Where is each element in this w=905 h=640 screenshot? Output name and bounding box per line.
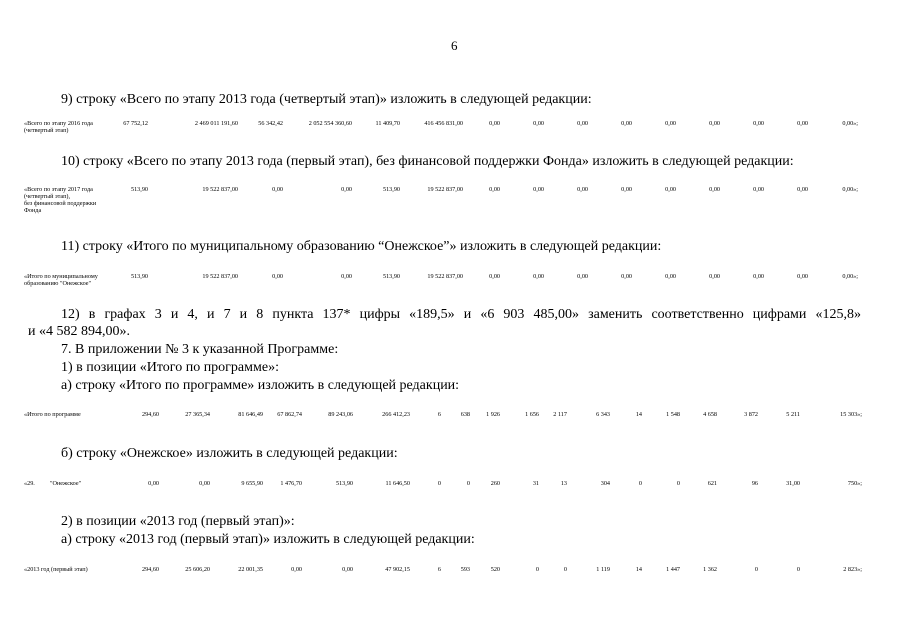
table4-cell: 4 658	[703, 411, 717, 418]
table5-cell: 0	[638, 480, 642, 487]
paragraph-section-7-1: 1) в позиции «Итого по программе»:	[61, 360, 279, 375]
table3-cell: 0,00	[621, 273, 632, 280]
table1-label-line: (четвертый этап)	[24, 127, 69, 134]
table6-cell: 0	[535, 566, 539, 573]
table1-label-line: «Всего по этапу 2016 года	[24, 120, 93, 127]
table3-cell: 0,00	[577, 273, 588, 280]
table2-cell: 0,00	[797, 186, 808, 193]
table5-cell: 31,00	[786, 480, 800, 487]
table1-cell: 2 052 554 360,60	[308, 120, 352, 127]
table6-cell: 0	[796, 566, 800, 573]
table1-cell: 0,00»;	[842, 120, 858, 127]
table4-cell: 1 548	[666, 411, 680, 418]
table3-cell: 0,00	[489, 273, 500, 280]
table6-cell: 294,60	[141, 566, 159, 573]
table3-cell: 0,00»;	[842, 273, 858, 280]
table4-cell: 1 656	[525, 411, 539, 418]
table5-cell: 0,00	[148, 480, 159, 487]
table2-cell: 0,00	[533, 186, 544, 193]
table2-cell: 0,00	[753, 186, 764, 193]
paragraph-item-10: 10) строку «Всего по этапу 2013 года (первый этап), без финансовой поддержки Фонда» изложить в следующей редакции:	[61, 154, 794, 169]
table3-cell: 0,00	[797, 273, 808, 280]
table5-cell: 513,90	[335, 480, 353, 487]
table5-cell: 0	[437, 480, 441, 487]
table6-cell: 593	[460, 566, 470, 573]
table3-cell: 0,00	[533, 273, 544, 280]
table2-cell: 0,00	[577, 186, 588, 193]
table1-cell: 11 409,70	[375, 120, 400, 127]
table5-row-number: «29.	[24, 480, 35, 487]
table2-label-line: без финансовой поддержки	[24, 200, 97, 207]
table4-cell: 638	[460, 411, 470, 418]
table6-cell: 0,00	[342, 566, 353, 573]
table3-cell: 0,00	[341, 273, 352, 280]
table4-cell: 14	[635, 411, 642, 418]
table6-cell: 1 362	[703, 566, 717, 573]
table4-cell: 6	[437, 411, 441, 418]
table5-cell: 0	[676, 480, 680, 487]
table2-label-line: (четвертый этап),	[24, 193, 71, 200]
table5-cell: 1 476,70	[280, 480, 302, 487]
table4-cell: 266 412,23	[382, 411, 410, 418]
paragraph-section-7-1b: б) строку «Онежское» изложить в следующей редакции:	[61, 446, 398, 461]
table5-cell: 621	[707, 480, 717, 487]
table4-cell: 15 303»;	[840, 411, 862, 418]
paragraph-item-12-line1: 12) в графах 3 и 4, и 7 и 8 пункта 137* цифры «189,5» и «6 903 485,00» заменить соответственно цифрами «125,8»	[61, 307, 861, 322]
table2-cell: 513,90	[382, 186, 400, 193]
table4-cell: 2 117	[553, 411, 567, 418]
table3-label-line: «Итого по муниципальному	[24, 273, 98, 280]
table3-cell: 0,00	[665, 273, 676, 280]
table4-cell: 1 926	[486, 411, 500, 418]
table3-cell: 513,90	[130, 273, 148, 280]
table4-row-label: «Итого по программе	[24, 411, 81, 418]
table4-cell: 27 365,34	[185, 411, 210, 418]
table4-cell: 3 872	[744, 411, 758, 418]
table3-cell: 0,00	[753, 273, 764, 280]
table2-cell: 0,00	[341, 186, 352, 193]
table1-cell: 2 469 011 191,60	[194, 120, 238, 127]
table6-cell: 25 606,20	[185, 566, 210, 573]
table6-cell: 1 119	[596, 566, 610, 573]
table3-cell: 19 522 837,00	[427, 273, 463, 280]
table5-cell: 0	[466, 480, 470, 487]
table4-cell: 5 211	[786, 411, 800, 418]
table6-cell: 0,00	[291, 566, 302, 573]
table4-cell: 89 243,06	[328, 411, 353, 418]
paragraph-item-9: 9) строку «Всего по этапу 2013 года (четвертый этап)» изложить в следующей редакции:	[61, 92, 592, 107]
table6-cell: 0	[563, 566, 567, 573]
table3-label-line: образованию "Онежское"	[24, 280, 92, 287]
table3-row-label	[24, 273, 98, 287]
table4-cell: 294,60	[141, 411, 159, 418]
table6-cell: 47 902,15	[385, 566, 410, 573]
table2-label-line: Фонда	[24, 207, 42, 214]
table6-cell: 22 001,35	[238, 566, 263, 573]
table2-cell: 19 522 837,00	[202, 186, 238, 193]
table2-cell: 513,90	[130, 186, 148, 193]
table1-cell: 56 342,42	[258, 120, 283, 127]
table6-cell: 14	[635, 566, 642, 573]
table1-cell: 0,00	[665, 120, 676, 127]
table2-cell: 0,00	[621, 186, 632, 193]
table1-row-label	[24, 120, 93, 134]
table5-cell: 96	[751, 480, 758, 487]
paragraph-section-7-2: 2) в позиции «2013 год (первый этап)»:	[61, 514, 295, 529]
table5-cell: 9 655,90	[241, 480, 263, 487]
table5-cell: 11 646,50	[385, 480, 410, 487]
table2-cell: 0,00	[489, 186, 500, 193]
table2-label-line: «Всего по этапу 2017 года	[24, 186, 93, 193]
table6-cell: 1 447	[666, 566, 680, 573]
table4-cell: 6 343	[596, 411, 610, 418]
table1-cell: 0,00	[621, 120, 632, 127]
table5-cell: 0,00	[199, 480, 210, 487]
table1-cell: 416 456 831,00	[424, 120, 463, 127]
table6-row-label: «2013 год (первый этап)	[24, 566, 88, 573]
paragraph-section-7-2a: а) строку «2013 год (первый этап)» изложить в следующей редакции:	[61, 532, 475, 547]
paragraph-section-7: 7. В приложении № 3 к указанной Программе:	[61, 342, 339, 357]
table2-cell: 0,00»;	[842, 186, 858, 193]
table2-cell: 0,00	[272, 186, 283, 193]
table1-cell: 0,00	[533, 120, 544, 127]
table2-cell: 0,00	[709, 186, 720, 193]
table6-cell: 6	[437, 566, 441, 573]
page-number: 6	[451, 38, 458, 53]
table2-row-label	[24, 186, 96, 214]
table1-cell: 0,00	[577, 120, 588, 127]
table3-cell: 19 522 837,00	[202, 273, 238, 280]
table4-cell: 81 646,49	[238, 411, 263, 418]
table5-cell: 31	[532, 480, 539, 487]
paragraph-item-12-line2: и «4 582 894,00».	[28, 324, 130, 339]
table1-cell: 0,00	[709, 120, 720, 127]
table3-cell: 0,00	[709, 273, 720, 280]
table5-cell: 13	[560, 480, 567, 487]
table1-cell: 0,00	[797, 120, 808, 127]
table3-cell: 0,00	[272, 273, 283, 280]
table1-cell: 0,00	[489, 120, 500, 127]
table5-cell: 260	[490, 480, 500, 487]
table6-cell: 0	[754, 566, 758, 573]
table6-cell: 520	[490, 566, 500, 573]
table5-row-label: "Онежское"	[50, 480, 82, 487]
table5-cell: 304	[600, 480, 610, 487]
table3-cell: 513,90	[382, 273, 400, 280]
paragraph-item-11: 11) строку «Итого по муниципальному образованию “Онежское”» изложить в следующей редакции:	[61, 239, 662, 254]
table6-cell: 2 823»;	[843, 566, 862, 573]
table5-cell: 750»;	[847, 480, 862, 487]
table1-cell: 67 752,12	[123, 120, 148, 127]
table1-cell: 0,00	[753, 120, 764, 127]
paragraph-section-7-1a: а) строку «Итого по программе» изложить в следующей редакции:	[61, 378, 460, 393]
table4-cell: 67 862,74	[277, 411, 302, 418]
table2-cell: 19 522 837,00	[427, 186, 463, 193]
table2-cell: 0,00	[665, 186, 676, 193]
